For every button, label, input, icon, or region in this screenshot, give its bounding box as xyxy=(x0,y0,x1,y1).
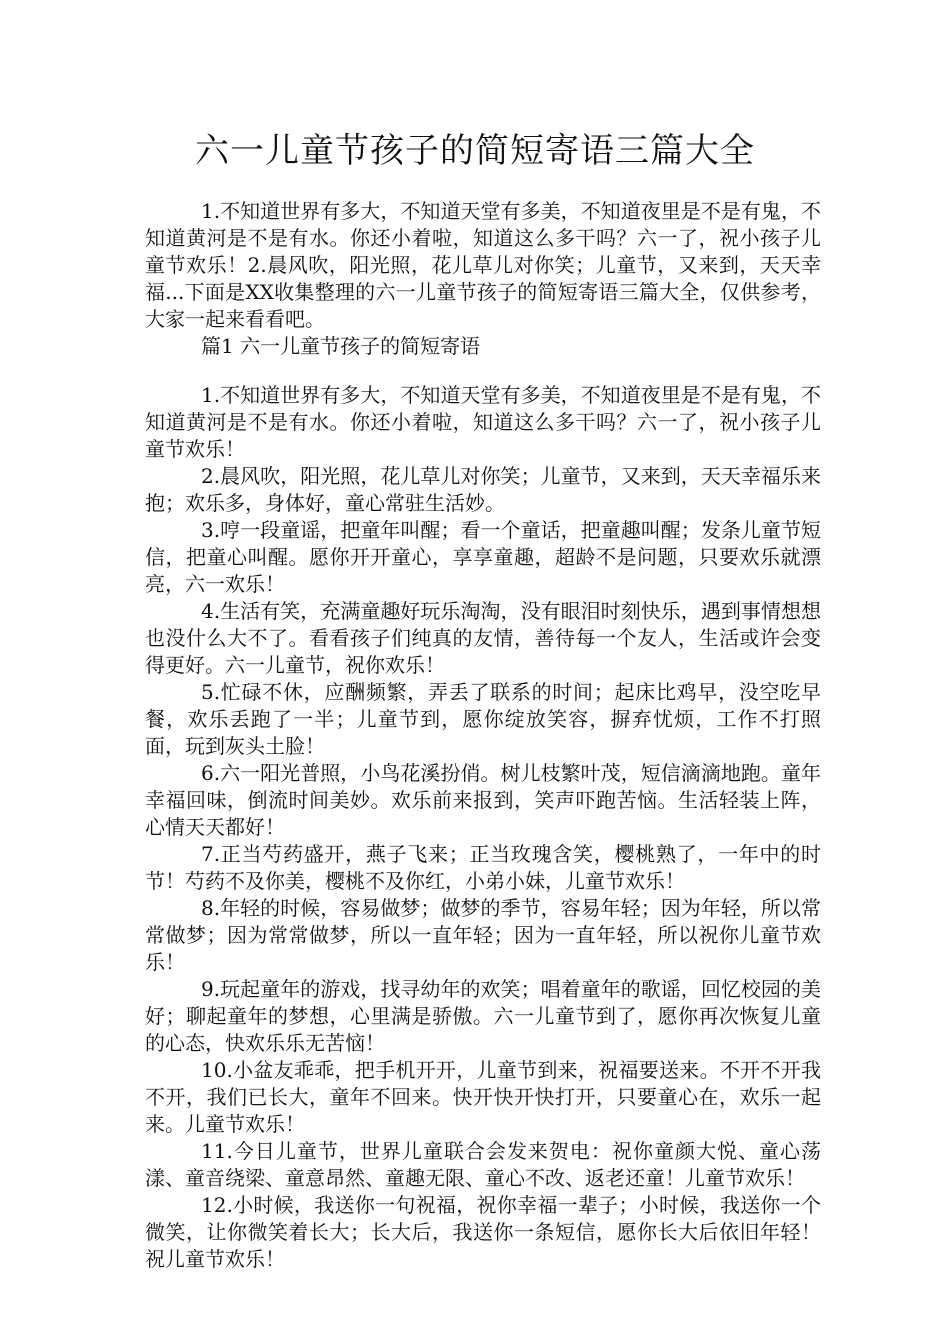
list-item: 9.玩起童年的游戏，找寻幼年的欢笑；唱着童年的歌谣，回忆校园的美好；聊起童年的梦想，心里满是骄傲。六一儿童节到了，愿你再次恢复儿童的心态，快欢乐乐无苦恼！ xyxy=(145,977,821,1055)
list-item: 8.年轻的时候，容易做梦；做梦的季节，容易年轻；因为年轻，所以常常做梦；因为常常做梦，所以一直年轻；因为一直年轻，所以祝你儿童节欢乐！ xyxy=(145,896,821,974)
section-heading: 篇1 六一儿童节孩子的简短寄语 xyxy=(201,334,481,358)
document-title: 六一儿童节孩子的简短寄语三篇大全 xyxy=(195,131,755,171)
list-item: 5.忙碌不休，应酬频繁，弄丢了联系的时间；起床比鸡早，没空吃早餐，欢乐丢跑了一半；儿童节到，愿你绽放笑容，摒弃忧烦，工作不打照面，玩到灰头土脸！ xyxy=(145,680,821,758)
list-item: 11.今日儿童节，世界儿童联合会发来贺电：祝你童颜大悦、童心荡漾、童音绕梁、童意昂然、童趣无限、童心不改、返老还童！儿童节欢乐！ xyxy=(145,1139,821,1190)
list-item: 12.小时候，我送你一句祝福，祝你幸福一辈子；小时候，我送你一个微笑，让你微笑着长大；长大后，我送你一条短信，愿你长大后依旧年轻！祝儿童节欢乐！ xyxy=(145,1193,821,1271)
list-item: 6.六一阳光普照，小鸟花溪扮俏。树儿枝繁叶茂，短信滴滴地跑。童年幸福回味，倒流时间美妙。欢乐前来报到，笑声吓跑苦恼。生活轻装上阵，心情天天都好！ xyxy=(145,761,821,839)
document-body xyxy=(145,198,821,1273)
list-item: 7.正当芍药盛开，燕子飞来；正当玫瑰含笑，樱桃熟了，一年中的时节！芍药不及你美，樱桃不及你红，小弟小妹，儿童节欢乐！ xyxy=(145,842,821,893)
intro-paragraph: 1.不知道世界有多大，不知道天堂有多美，不知道夜里是不是有鬼，不知道黄河是不是有水。你还小着啦，知道这么多干吗？六一了，祝小孩子儿童节欢乐！2.晨风吹，阳光照，花儿草儿对你笑；儿童节，又来到，天天幸福...下面是XX收集整理的六一儿童节孩子的简短寄语三篇大全，仅供参考，大家一起来看看吧。 xyxy=(145,199,821,331)
list-item: 10.小盆友乖乖，把手机开开，儿童节到来，祝福要送来。不开不开我不开，我们已长大，童年不回来。快开快开快打开，只要童心在，欢乐一起来。儿童节欢乐！ xyxy=(145,1058,821,1136)
list-item: 3.哼一段童谣，把童年叫醒；看一个童话，把童趣叫醒；发条儿童节短信，把童心叫醒。愿你开开童心，享享童趣，超龄不是问题，只要欢乐就漂亮，六一欢乐！ xyxy=(145,518,821,596)
list-item: 1.不知道世界有多大，不知道天堂有多美，不知道夜里是不是有鬼，不知道黄河是不是有水。你还小着啦，知道这么多干吗？六一了，祝小孩子儿童节欢乐！ xyxy=(145,383,821,461)
list-item: 4.生活有笑，充满童趣好玩乐淘淘，没有眼泪时刻快乐，遇到事情想想也没什么大不了。看看孩子们纯真的友情，善待每一个友人，生活或许会变得更好。六一儿童节，祝你欢乐！ xyxy=(145,599,821,677)
list-item: 2.晨风吹，阳光照，花儿草儿对你笑；儿童节，又来到，天天幸福乐来抱；欢乐多，身体好，童心常驻生活妙。 xyxy=(145,464,821,515)
